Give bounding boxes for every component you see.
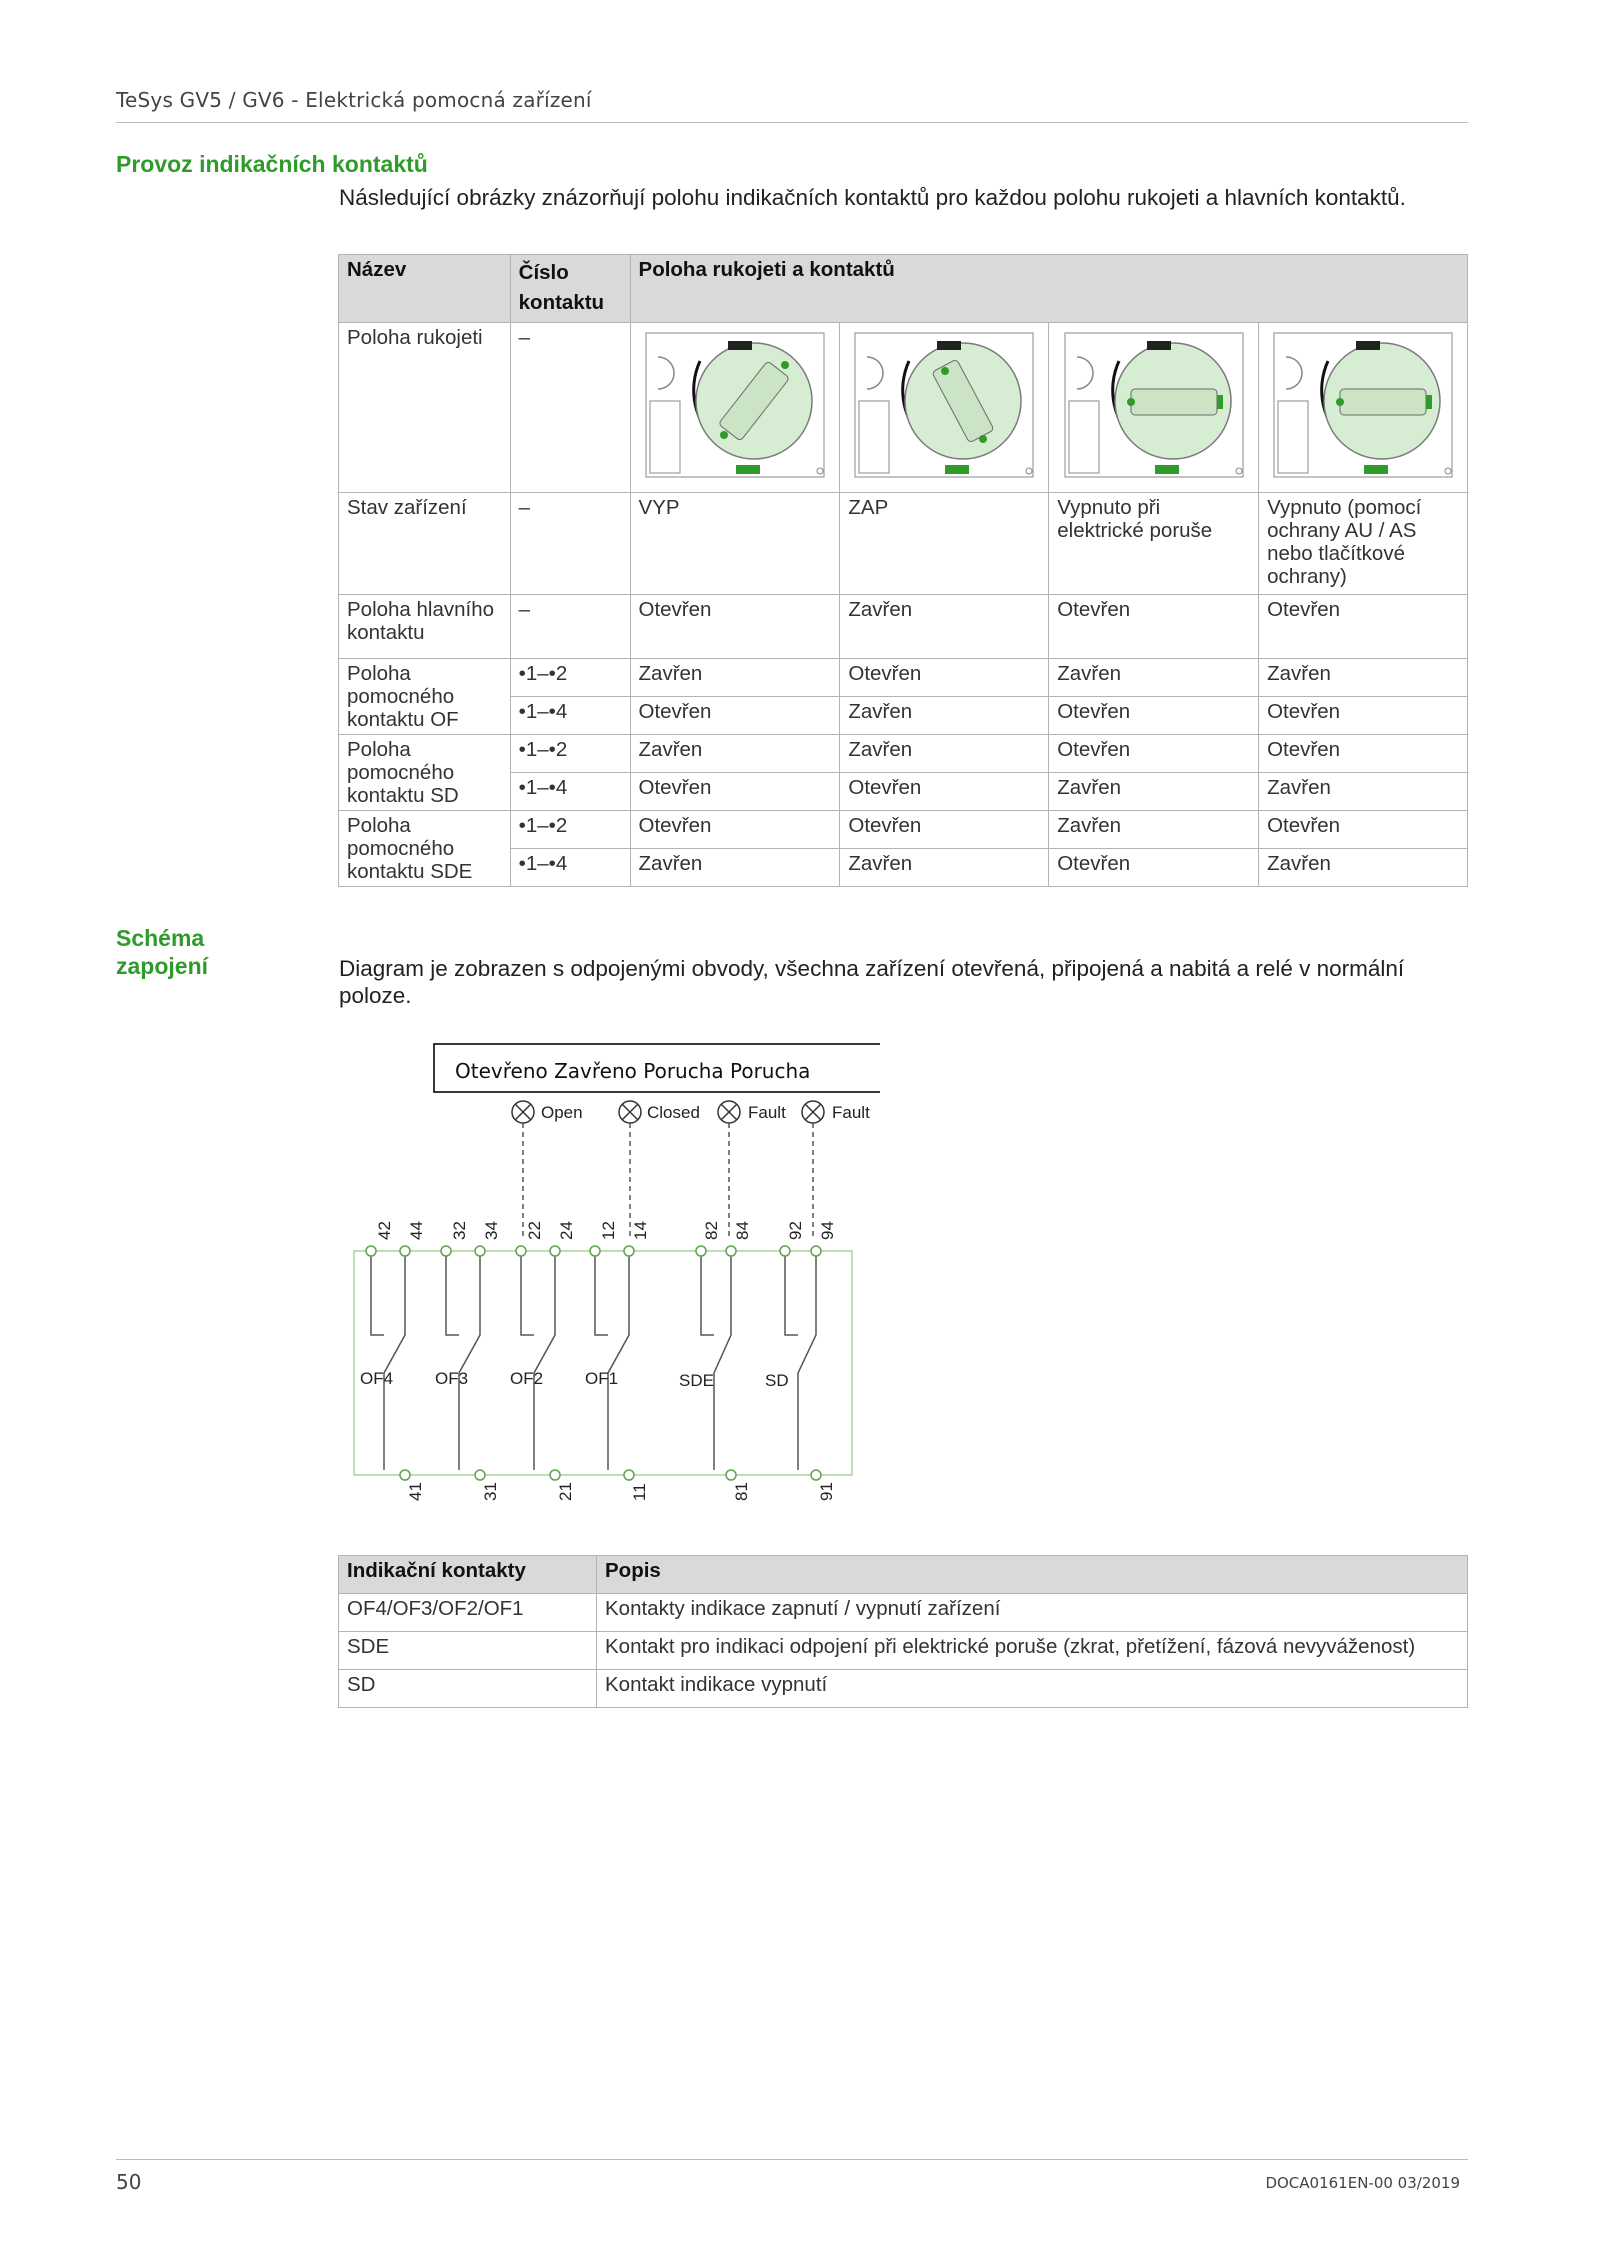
header-contacts: Indikační kontakty (339, 1556, 597, 1594)
cell: Vypnuto (pomocí ochrany AU / AS nebo tlačítkové ochrany) (1259, 493, 1468, 595)
contact-of2: OF2 (510, 1369, 544, 1388)
handle-tripped-fault-icon (1063, 331, 1245, 479)
terminal-22: 22 (525, 1221, 544, 1240)
diagram-caption: Otevřeno Zavřeno Porucha Porucha (455, 1059, 811, 1083)
cell: Otevřen (1259, 697, 1468, 735)
footer-divider (116, 2159, 1468, 2160)
contact-labels (360, 1369, 789, 1390)
cell: Zavřen (840, 735, 1049, 773)
terminal-21: 21 (556, 1482, 575, 1501)
header-contact-number: Číslo kontaktu (510, 255, 630, 323)
cell: VYP (630, 493, 840, 595)
handle-position-tripped-manual-image (1259, 323, 1468, 493)
row-label: Stav zařízení (339, 493, 511, 595)
terminal-91: 91 (817, 1482, 836, 1501)
cell: Otevřen (1049, 849, 1259, 887)
cell: Zavřen (840, 849, 1049, 887)
terminal-44: 44 (407, 1221, 426, 1240)
header-position: Poloha rukojeti a kontaktů (630, 255, 1467, 323)
row-label: Poloha rukojeti (339, 323, 511, 493)
cell: Zavřen (1259, 773, 1468, 811)
contact-sd: SD (765, 1371, 789, 1390)
table-header-row (339, 1556, 1468, 1594)
contact-of4: OF4 (360, 1369, 394, 1388)
terminal-24: 24 (557, 1221, 576, 1240)
row-number: •1–•2 (510, 735, 630, 773)
group-label-sd: Poloha pomocného kontaktu SD (339, 735, 511, 811)
cell: Zavřen (630, 735, 840, 773)
cell: Otevřen (1259, 595, 1468, 659)
cell: Zavřen (1049, 811, 1259, 849)
cell: Zavřen (840, 595, 1049, 659)
lamp-closed (619, 1101, 700, 1123)
table-row (339, 1594, 1468, 1632)
handle-on-icon (853, 331, 1035, 479)
terminal-92: 92 (786, 1221, 805, 1240)
contact-wires (371, 1250, 816, 1470)
row-number: – (510, 493, 630, 595)
handle-position-on-image (840, 323, 1049, 493)
table-header-row (339, 255, 1468, 323)
table-row-device-state (339, 493, 1468, 595)
cell: Otevřen (630, 697, 840, 735)
contact-of3: OF3 (435, 1369, 469, 1388)
cell: Zavřen (1259, 659, 1468, 697)
page-number: 50 (116, 2170, 142, 2194)
handle-position-tripped-fault-image (1049, 323, 1259, 493)
cell: Zavřen (840, 697, 1049, 735)
indication-contacts-table (338, 1555, 1468, 1708)
cell: Otevřen (840, 659, 1049, 697)
cell: Zavřen (1049, 773, 1259, 811)
row-number: •1–•4 (510, 773, 630, 811)
cell: Otevřen (630, 811, 840, 849)
row-number: •1–•2 (510, 659, 630, 697)
table-row-sd-1-2 (339, 735, 1468, 773)
group-label-of: Poloha pomocného kontaktu OF (339, 659, 511, 735)
cell: Otevřen (1259, 735, 1468, 773)
header-name: Název (339, 255, 511, 323)
table-row-handle (339, 323, 1468, 493)
terminal-41: 41 (406, 1482, 425, 1501)
row-number: – (510, 323, 630, 493)
cell: Zavřen (1049, 659, 1259, 697)
cell: Otevřen (1049, 735, 1259, 773)
bottom-terminal-labels (406, 1482, 836, 1501)
header-description: Popis (597, 1556, 1468, 1594)
row-number: •1–•4 (510, 697, 630, 735)
wiring-diagram (340, 1035, 880, 1510)
terminal-84: 84 (733, 1221, 752, 1240)
section-heading-wiring-diagram (116, 924, 208, 980)
section-heading-line1: Schéma (116, 925, 205, 951)
cell: Zavřen (1259, 849, 1468, 887)
lamp-label: Open (541, 1103, 583, 1122)
lamp-fault-sde (718, 1101, 786, 1123)
group-label-sde: Poloha pomocného kontaktu SDE (339, 811, 511, 887)
terminal-32: 32 (450, 1221, 469, 1240)
cell-description: Kontakt indikace vypnutí (597, 1670, 1468, 1708)
row-number: •1–•2 (510, 811, 630, 849)
lamp-fault-sd (802, 1101, 870, 1123)
cell-description: Kontakty indikace zapnutí / vypnutí zařízení (597, 1594, 1468, 1632)
cell: Zavřen (630, 659, 840, 697)
contact-of1: OF1 (585, 1369, 619, 1388)
cell-description: Kontakt pro indikaci odpojení při elektrické poruše (zkrat, přetížení, fázová nevyváženost) (597, 1632, 1468, 1670)
section1-intro: Následující obrázky znázorňují polohu indikačních kontaktů pro každou polohu rukojeti a hlavních kontaktů. (339, 185, 1406, 210)
terminal-31: 31 (481, 1482, 500, 1501)
terminal-94: 94 (818, 1221, 837, 1240)
table-row (339, 1632, 1468, 1670)
lamp-label: Fault (748, 1103, 786, 1122)
terminal-82: 82 (702, 1221, 721, 1240)
lamp-open (512, 1101, 583, 1123)
row-number: •1–•4 (510, 849, 630, 887)
page-header-title: TeSys GV5 / GV6 - Elektrická pomocná zařízení (116, 88, 592, 112)
handle-position-off-image (630, 323, 840, 493)
terminal-42: 42 (375, 1221, 394, 1240)
table-row-of-1-2 (339, 659, 1468, 697)
row-label: Poloha hlavního kontaktu (339, 595, 511, 659)
cell: Zavřen (630, 849, 840, 887)
section2-intro: Diagram je zobrazen s odpojenými obvody, všechna zařízení otevřená, připojená a nabitá a relé v normální poloze. (339, 956, 1405, 1008)
section-heading-contact-operation: Provoz indikačních kontaktů (116, 151, 428, 177)
handle-off-icon (644, 331, 826, 479)
cell-contacts: SD (339, 1670, 597, 1708)
contact-sde: SDE (679, 1371, 714, 1390)
cell: Otevřen (840, 773, 1049, 811)
terminal-34: 34 (482, 1221, 501, 1240)
lamp-label: Fault (832, 1103, 870, 1122)
top-terminal-labels (375, 1221, 837, 1240)
cell-contacts: OF4/OF3/OF2/OF1 (339, 1594, 597, 1632)
table-row-main-contact (339, 595, 1468, 659)
cell: Otevřen (630, 773, 840, 811)
document-code: DOCA0161EN-00 03/2019 (1265, 2174, 1460, 2192)
lamp-label: Closed (647, 1103, 700, 1122)
terminal-11: 11 (630, 1483, 649, 1501)
cell: Otevřen (840, 811, 1049, 849)
cell: ZAP (840, 493, 1049, 595)
table-row (339, 1670, 1468, 1708)
cell-contacts: SDE (339, 1632, 597, 1670)
row-number: – (510, 595, 630, 659)
section-heading-line2: zapojení (116, 953, 209, 979)
handle-tripped-manual-icon (1272, 331, 1454, 479)
cell: Otevřen (1049, 595, 1259, 659)
terminal-14: 14 (631, 1221, 650, 1240)
cell: Otevřen (1049, 697, 1259, 735)
terminal-81: 81 (732, 1482, 751, 1501)
table-row-sde-1-2 (339, 811, 1468, 849)
contact-block-frame (354, 1251, 852, 1475)
contact-position-table (338, 254, 1468, 887)
cell: Otevřen (1259, 811, 1468, 849)
header-divider (116, 122, 1468, 123)
terminal-12: 12 (599, 1221, 618, 1240)
cell: Vypnuto při elektrické poruše (1049, 493, 1259, 595)
cell: Otevřen (630, 595, 840, 659)
